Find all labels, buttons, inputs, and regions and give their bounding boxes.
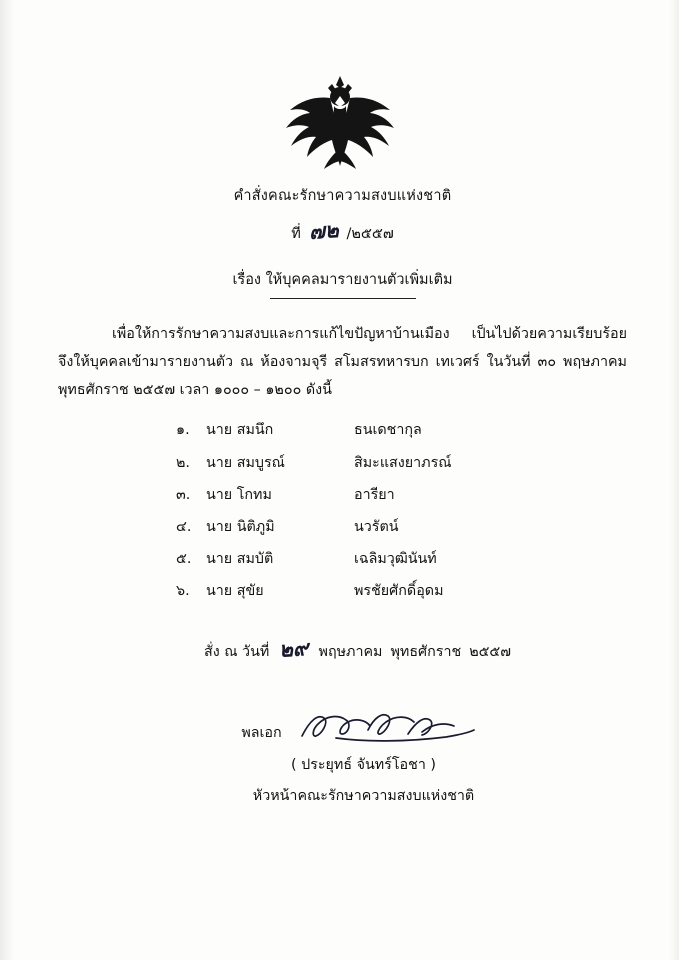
list-item-name: นาย สมบัติ	[206, 551, 274, 567]
list-item-number: ๑.	[176, 422, 190, 439]
list-item-surname: ธนเดชากุล	[354, 422, 422, 439]
document-title: คำสั่งคณะรักษาความสงบแห่งชาติ	[233, 188, 452, 204]
list-item-number: ๓.	[176, 486, 191, 503]
list-item-name: นาย นิติภูมิ	[206, 518, 275, 535]
list-item-number: ๖.	[176, 583, 190, 600]
paragraph-text: เพื่อให้การรักษาความสงบและการแก้ไขปัญหาบ้านเมือง เป็นไปด้วยความเรียบร้อย จึงให้บุคคลเข้ามารายงานตัว ณ ห้องจามจุรี สโมสรทหารบก เทเวศร์ ในวันที่ ๓๐ พฤษภาคม พุทธศักราช ๒๕๕๗ เวลา ๑๐๐๐ – ๑๒๐๐ ดังนี้	[58, 325, 627, 398]
order-date-day: ๒๙	[278, 635, 310, 663]
order-date-year: ๒๕๕๗	[469, 644, 512, 661]
order-date-year-label: พุทธศักราช	[390, 644, 462, 661]
list-item	[176, 447, 627, 479]
list-item	[176, 511, 627, 543]
subject-line: เรื่อง ให้บุคคลมารายงานตัวเพิ่มเติม	[232, 271, 453, 288]
signer-position: หัวหน้าคณะรักษาความสงบแห่งชาติ	[252, 788, 475, 805]
order-date-month: พฤษภาคม	[318, 644, 383, 661]
order-number-value: ๗๒	[307, 216, 340, 244]
list-item-surname: สิมะแสงยาภรณ์	[354, 454, 452, 471]
order-date-prefix: สั่ง ณ วันที่	[203, 644, 270, 661]
subject-underline	[270, 298, 416, 299]
order-number-label: ที่	[291, 225, 301, 242]
signer-name: ( ประยุทธ์ จันทร์โอชา )	[290, 757, 436, 774]
list-item-surname: อารียา	[354, 486, 395, 503]
list-item-number: ๔.	[176, 518, 192, 535]
order-date-line	[58, 633, 627, 666]
list-item-surname: นวรัตน์	[354, 518, 399, 535]
signer-rank: พลเอก	[241, 725, 282, 742]
list-item-name: นาย สุขัย	[206, 583, 264, 600]
list-item-number: ๕.	[176, 551, 192, 567]
document-body	[58, 186, 627, 807]
list-item-number: ๒.	[176, 454, 190, 471]
person-list	[58, 414, 627, 607]
list-item-name: นาย โกทม	[206, 486, 272, 503]
list-item-name: นาย สมนึก	[206, 422, 274, 439]
signature-block	[58, 710, 627, 807]
garuda-emblem	[0, 74, 679, 170]
signature-rank-row	[100, 710, 627, 744]
body-paragraph	[58, 321, 627, 405]
list-item	[176, 543, 627, 575]
handwritten-signature-icon	[296, 710, 486, 744]
list-item-surname: เฉลิมวุฒินันท์	[354, 551, 437, 567]
list-item-surname: พรชัยศักดิ์อุดม	[354, 583, 444, 600]
list-item-name: นาย สมบูรณ์	[206, 454, 285, 471]
list-item	[176, 575, 627, 607]
order-number-line	[58, 215, 627, 248]
list-item	[176, 479, 627, 511]
order-number-suffix: /๒๕๕๗	[346, 225, 394, 242]
list-item	[176, 414, 627, 446]
